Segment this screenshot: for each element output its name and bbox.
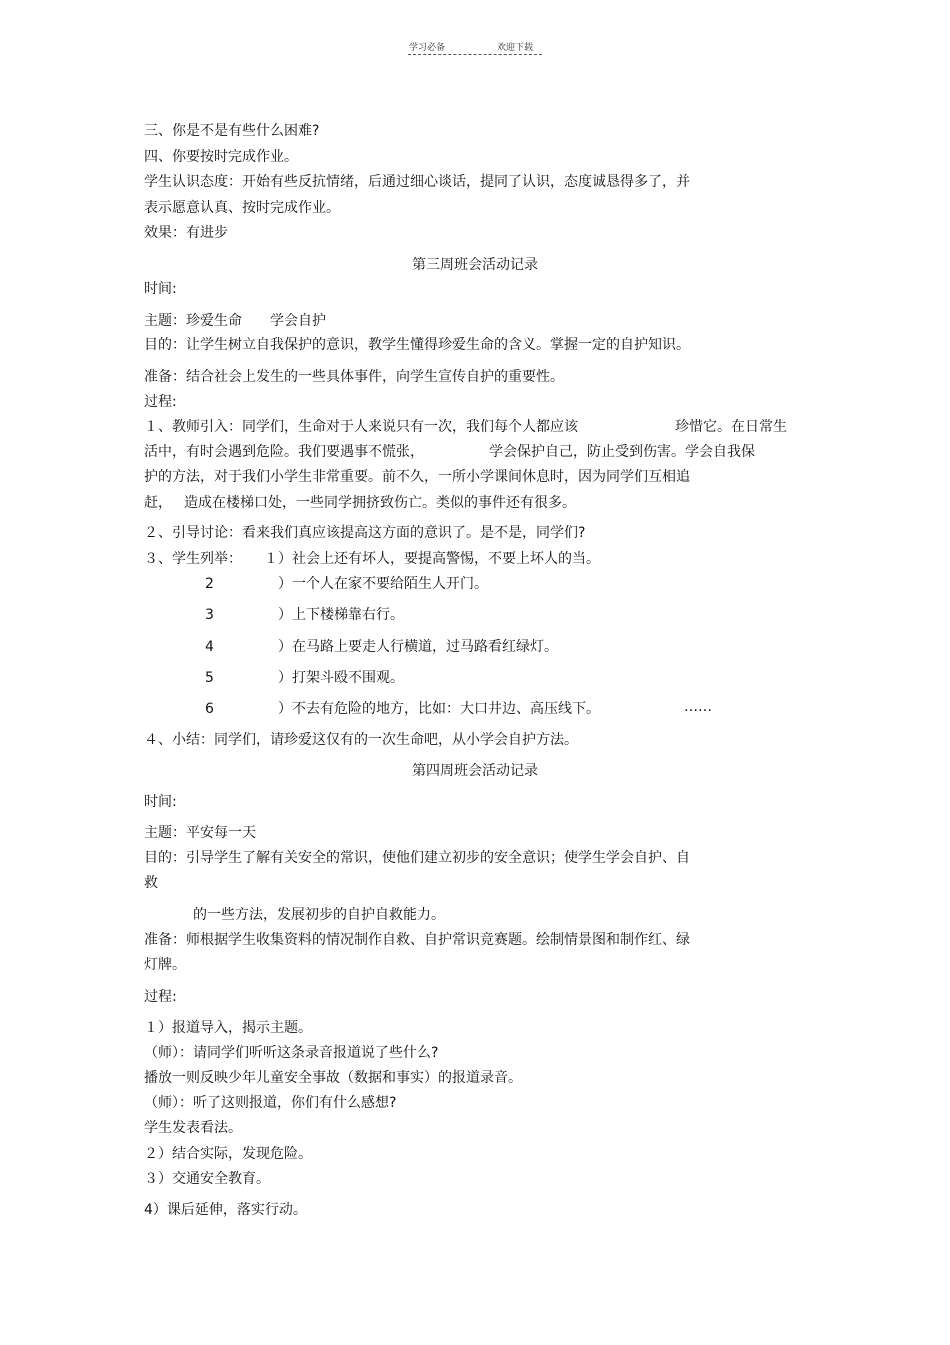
week4-goal-end: 的一些方法，发展初步的自护自救能力。 (193, 907, 445, 923)
effect: 效果：有进步 (144, 225, 228, 241)
week3-goal: 目的：让学生树立自我保护的意识，教学生懂得珍爱生命的含义。掌握一定的自护知识。 (144, 337, 690, 353)
list-item-num: 6 (205, 701, 214, 717)
list-item-num: 3 (205, 607, 214, 623)
teacher-line-1: （师）：请同学们听听这条录音报道说了些什么? (144, 1045, 439, 1061)
step1-line-c: 活中，有时会遇到危险。我们要遇事不慌张， (144, 444, 424, 460)
week4-time: 时间: (144, 794, 177, 810)
step1-line-g: 造成在楼梯口处，一些同学拥挤致伤亡。类似的事件还有很多。 (184, 495, 576, 511)
step1-line-d: 学会保护自己，防止受到伤害。学会自我保 (489, 444, 755, 460)
list-item-num: 4 (205, 639, 214, 655)
week3-time: 时间: (144, 281, 177, 297)
step4-summary: ４、小结：同学们，请珍爱这仅有的一次生命吧，从小学会自护方法。 (144, 732, 578, 748)
step3-label: ３、学生列举： (144, 551, 242, 567)
week3-title: 第三周班会活动记录 (412, 257, 538, 273)
process-step-4: 4）课后延伸，落实行动。 (144, 1202, 307, 1218)
list-item-num: 5 (205, 670, 214, 686)
list-item-text: ）上下楼梯靠右行。 (278, 607, 404, 623)
process-step-1: １）报道导入，揭示主题。 (144, 1020, 312, 1036)
step2: ２、引导讨论：看来我们真应该提高这方面的意识了。是不是，同学们? (144, 525, 586, 541)
week3-theme: 主题：珍爱生命 学会自护 (144, 313, 326, 329)
step1-line-b: 珍惜它。在日常生 (675, 419, 787, 435)
play-recording: 播放一则反映少年儿童安全事故（数据和事实）的报道录音。 (144, 1070, 522, 1086)
intro-line-3: 三、你是不是有些什么困难? (144, 123, 320, 139)
step1-line-e: 护的方法，对于我们小学生非常重要。前不久，一所小学课间休息时，因为同学们互相追 (144, 469, 690, 485)
list-item-num: 2 (205, 576, 214, 592)
list-item-text: ）一个人在家不要给陌生人开门。 (278, 576, 488, 592)
week4-prep: 准备：师根据学生收集资料的情况制作自救、自护常识竞赛题。绘制情景图和制作红、绿 (144, 932, 690, 948)
step1-line-f: 赶， (144, 495, 172, 511)
header-left-text: 学习必备 (409, 43, 446, 53)
week4-prep-cont: 灯牌。 (144, 957, 186, 973)
week3-process-label: 过程: (144, 394, 177, 410)
week4-theme: 主题：平安每一天 (144, 825, 256, 841)
list-item-text: ）不去有危险的地方，比如：大口井边、高压线下。 (278, 701, 600, 717)
ellipsis: …… (684, 699, 712, 715)
list-item-text: ）社会上还有坏人，要提高警惕，不要上坏人的当。 (278, 551, 600, 567)
student-attitude-cont: 表示愿意认真、按时完成作业。 (144, 200, 340, 216)
list-item-text: ）在马路上要走人行横道，过马路看红绿灯。 (278, 639, 558, 655)
step1-line-a: １、教师引入：同学们，生命对于人来说只有一次，我们每个人都应该 (144, 419, 578, 435)
week4-title: 第四周班会活动记录 (412, 763, 538, 779)
header-right-text: 欢迎下载 (497, 43, 534, 53)
students-respond: 学生发表看法。 (144, 1120, 242, 1136)
week4-goal-cont: 救 (144, 875, 158, 891)
list-item-text: ）打架斗殴不围观。 (278, 670, 404, 686)
header-divider (408, 54, 542, 55)
list-item-num: １ (264, 551, 278, 567)
week3-prep: 准备：结合社会上发生的一些具体事件，向学生宣传自护的重要性。 (144, 369, 564, 385)
intro-line-4: 四、你要按时完成作业。 (144, 149, 298, 165)
week4-goal: 目的：引导学生了解有关安全的常识，使他们建立初步的安全意识；使学生学会自护、自 (144, 850, 690, 866)
student-attitude: 学生认识态度：开始有些反抗情绪，后通过细心谈话，提同了认识，态度诚恳得多了，并 (144, 174, 690, 190)
process-step-2: ２）结合实际，发现危险。 (144, 1146, 312, 1162)
week4-process-label: 过程: (144, 989, 177, 1005)
teacher-line-2: （师）：听了这则报道，你们有什么感想? (144, 1095, 397, 1111)
process-step-3: ３）交通安全教育。 (144, 1171, 270, 1187)
